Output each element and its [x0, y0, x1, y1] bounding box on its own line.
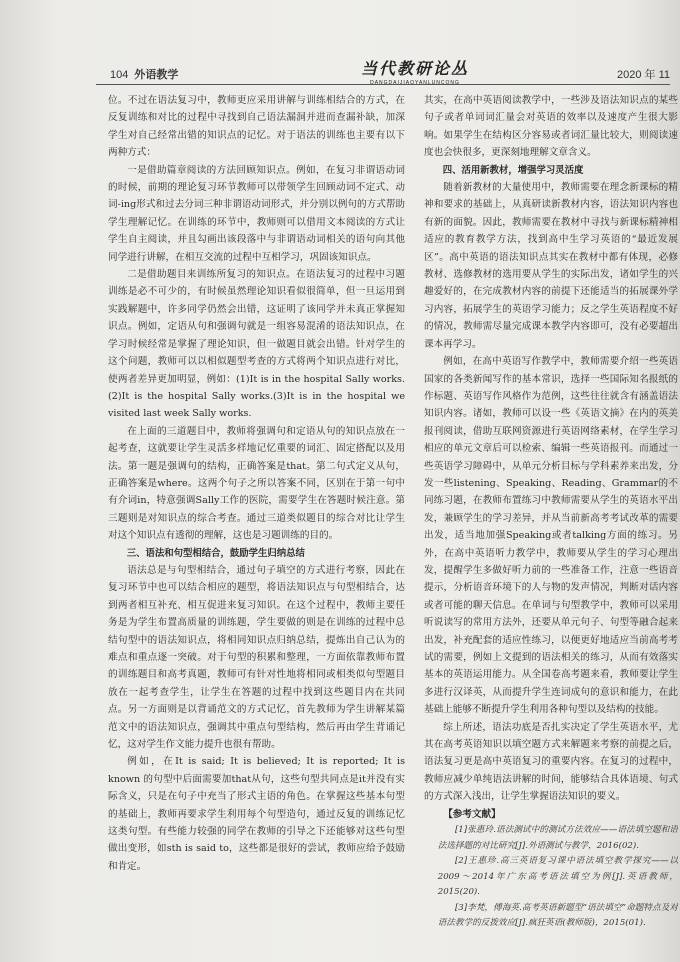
issue-date: 2020 年 11 [616, 69, 670, 81]
reference-item: [1]张惠玲.语法测试中的测试方法效应——语法填空题和语法选择题的对比研究[J].外语测试与教学，2016(02). [437, 825, 678, 851]
paragraph: 语法总是与句型相结合，通过句子填空的方式进行考察，因此在复习环节中也可以结合相应的题型，将语法知识点与句型相结合，达到两者相互补充、相互促进来复习知识。在这个过程中，教师主要任务是为学生布置高质量的训练题，学生要做的则是在训练的过程中总结句型中的语法知识点，将相同知识点归纳总结，提炼出自己认为的难点和重点逐一突破。对于句型的积累和整理，一方面依靠教师布置的训练题目和高考真题，教师可有针对性地将相同或相类似句型题目放在一起考查学生，让学生在答题的过程中找到这些题目内在共同点。另一方面则是以背诵范文的方式记忆，首先教师为学生讲解某篇范文中的语法知识点，强调其中重点句型结构，然后再由学生背诵记忆，这对学生作文能力提升也很有帮助。 [108, 564, 405, 751]
journal-logo-pinyin: DANGDAIJIAOYANLUNCONG [370, 80, 460, 86]
paragraph: 例如，在It is said; It is believed; It is reported; It is known 的句型中后面需要加that从句，这些句型共同点是it并没有实际含义，只是在句子中充当了形式主语的角色。在掌握这些基本句型的基础上，教师再要求学生利用每个句型造句，通过反复的训练记忆这类句型。有些能力较强的同学在教师的引导之下还能够对这些句型做出变形，如sth is said to，这些都是很好的尝试，教师应给予鼓励和肯定。 [108, 756, 405, 872]
paragraph: 随着新教材的大量使用中，教师需要在理念新课标的精神和要求的基础上，从真研读新教材内容，语法知识内容也有新的面貌。因此，教师需要在教材中寻找与新课标精神相适应的教育教学方法，找到高中生学习英语的“最近发展区”。高中英语的语法知识点其实在教材中都有体现，必修教材、选修教材的选用要从学生的实际出发，诸如学生的兴趣爱好的，在完成教材内容的前提下还能适当的拓展课外学习内容，拓展学生的英语学习能力；反之学生英语程度不好的情况，教师需尽量完成课本教学内容即可，没有必要超出课本再学习。 [424, 182, 678, 350]
section-heading: 三、语法和句型相结合，鼓励学生归纳总结 [126, 547, 305, 559]
references-heading: 【参考文献】 [443, 808, 501, 820]
journal-section: 外语教学 [134, 69, 179, 81]
paragraph: 例如，在高中英语写作教学中，教师需要介绍一些英语国家的各类新闻写作的基本常识，选择一些国际知名报纸的作标题、英语写作风格作为范例，这些往往就含有涵盖语法知识内容。诸如，教师可以设一些《英语文摘》在内的英美报刊阅读，借助互联网资源进行英语网络素材，在学生学习相应的单元文章后可以检索、编辑一些英语报刊。而通过一些英语学习障碍中，从单元分析目标与学科素养来出发，分发一些listening、Speaking、Reading、Grammar的不同练习题，在教师布置练习中教师需要从学生的英语水平出发，兼顾学生的学习差异，并从当前新高考考试改革的需要出发，适当地加强Speaking或者talking方面的练习。另外，在高中英语听力教学中，教师要从学生的学习心理出发，提醒学生多做好听力前的一些准备工作，注意一些语音提示，分析语音环境下的人与物的发声情况，判断对话内容或者可能的聊天信息。在单词与句型教学中，教师可以采用听说读写的常用方法外，还要从单元句子、句型等融合起来出发，补充配套的适应性练习，以便更好地适应当前高考考试的需要，例如上文提到的语法相关的练习，从而有效落实基本的英语运用能力。从全国卷高考题来看，教师要让学生多进行汉译英，从而提升学生连词成句的意识和能力，在此基础上能够不断提升学生利用各种句型以及结构的技能。 [424, 356, 678, 716]
paragraph: 综上所述，语法功底是否扎实决定了学生英语水平，尤其在高考英语知识以填空题方式来解题来考察的前提之后，语法复习更是高中英语复习的重要内容。在复习的过程中，教师应减少单纯语法讲解的时间，能够结合具体语境、句式的方式深入浅出，让学生掌握语法知识的要义。 [424, 721, 678, 803]
paragraph: 二是借助题目来训练所复习的知识点。在语法复习的过程中习题训练是必不可少的，有时候虽然理论知识看似很简单，但一旦运用到实践解题中，许多同学仍然会出错，这证明了该同学并未真正掌握知识点。例如，定语从句和强调句就是一组容易混淆的语法知识点，在学习时候经常是掌握了理论知识，但一做题目就会出错。针对学生的这个问题，教师可以以相似题型考查的方式将两个知识点进行对比，使两者差异更加明显，例如：(1)It is in the hospital Sally works.(2)It is the hospital Sally works.(3)It is in the hospital we visited last week Sally works. [108, 269, 405, 420]
reference-item: [2]王惠珍.高三英语复习课中语法填空教学探究——以2009～2014年广东高考语法填空为例[J].英语教师，2015(20). [437, 856, 678, 898]
paragraph: 一是借助篇章阅读的方法回顾知识点。例如，在复习非谓语动词的时候，前期的理论复习环节教师可以带领学生回顾动词不定式、动词-ing形式和过去分词三种非谓语动词形式，并分别以例句的方式帮助学生理解记忆。在训练的环节中，教师则可以借用文本阅读的方式让学生自主阅读，并且勾画出该段落中与非谓语动词相关的语句向其他同学进行讲解，在相互交流的过程中互相学习，巩固该知识点。 [108, 164, 405, 263]
page-number-section [110, 66, 178, 82]
journal-logo-title: 当代教研论丛 [361, 59, 470, 78]
page-number: 104 [110, 69, 129, 81]
paragraph: 位。不过在语法复习中，教师更应采用讲解与训练相结合的方式，在反复训练和对比的过程中寻找到自己语法漏洞并进而查漏补缺，加深学生对自己经常出错的知识点的记忆。对于语法的训练也主要有以下两种方式： [108, 95, 405, 159]
page-header [96, 58, 670, 85]
right-column [424, 92, 678, 952]
paragraph: 其实，在高中英语阅读教学中，一些涉及语法知识点的某些句子或者单词词汇量会对英语的效率以及速度产生很大影响。如果学生在结构区分容易或者词汇量比较大，则阅读速度也会快很多，更深刻地理解文章含义。 [424, 95, 678, 159]
left-column [108, 92, 405, 952]
reference-item: [3]李梵，傅海英.高考英语新题型“语法填空”命题特点及对语法教学的反拨效应[J].疯狂英语(教师版)，2015(01). [437, 902, 678, 929]
section-heading: 四、活用新教材，增强学习灵活度 [442, 164, 584, 176]
paragraph: 在上面的三道题目中，教师将强调句和定语从句的知识点放在一起考查，这就要让学生灵活多样地记忆重要的词汇、固定搭配以及用法。第一题是强调句的结构，正确答案是that。第二句式定义从句，正确答案是where。这两个句子之所以答案不同，区别在于第一句中有介词in，特意强调Sally工作的医院，需要学生在答题时候注意。第三题则是对知识点的综合考查。通过三道类似题目的综合对比让学生对这个知识点有透彻的理解，这也是习题训练的目的。 [108, 425, 405, 542]
journal-logo [361, 56, 469, 86]
